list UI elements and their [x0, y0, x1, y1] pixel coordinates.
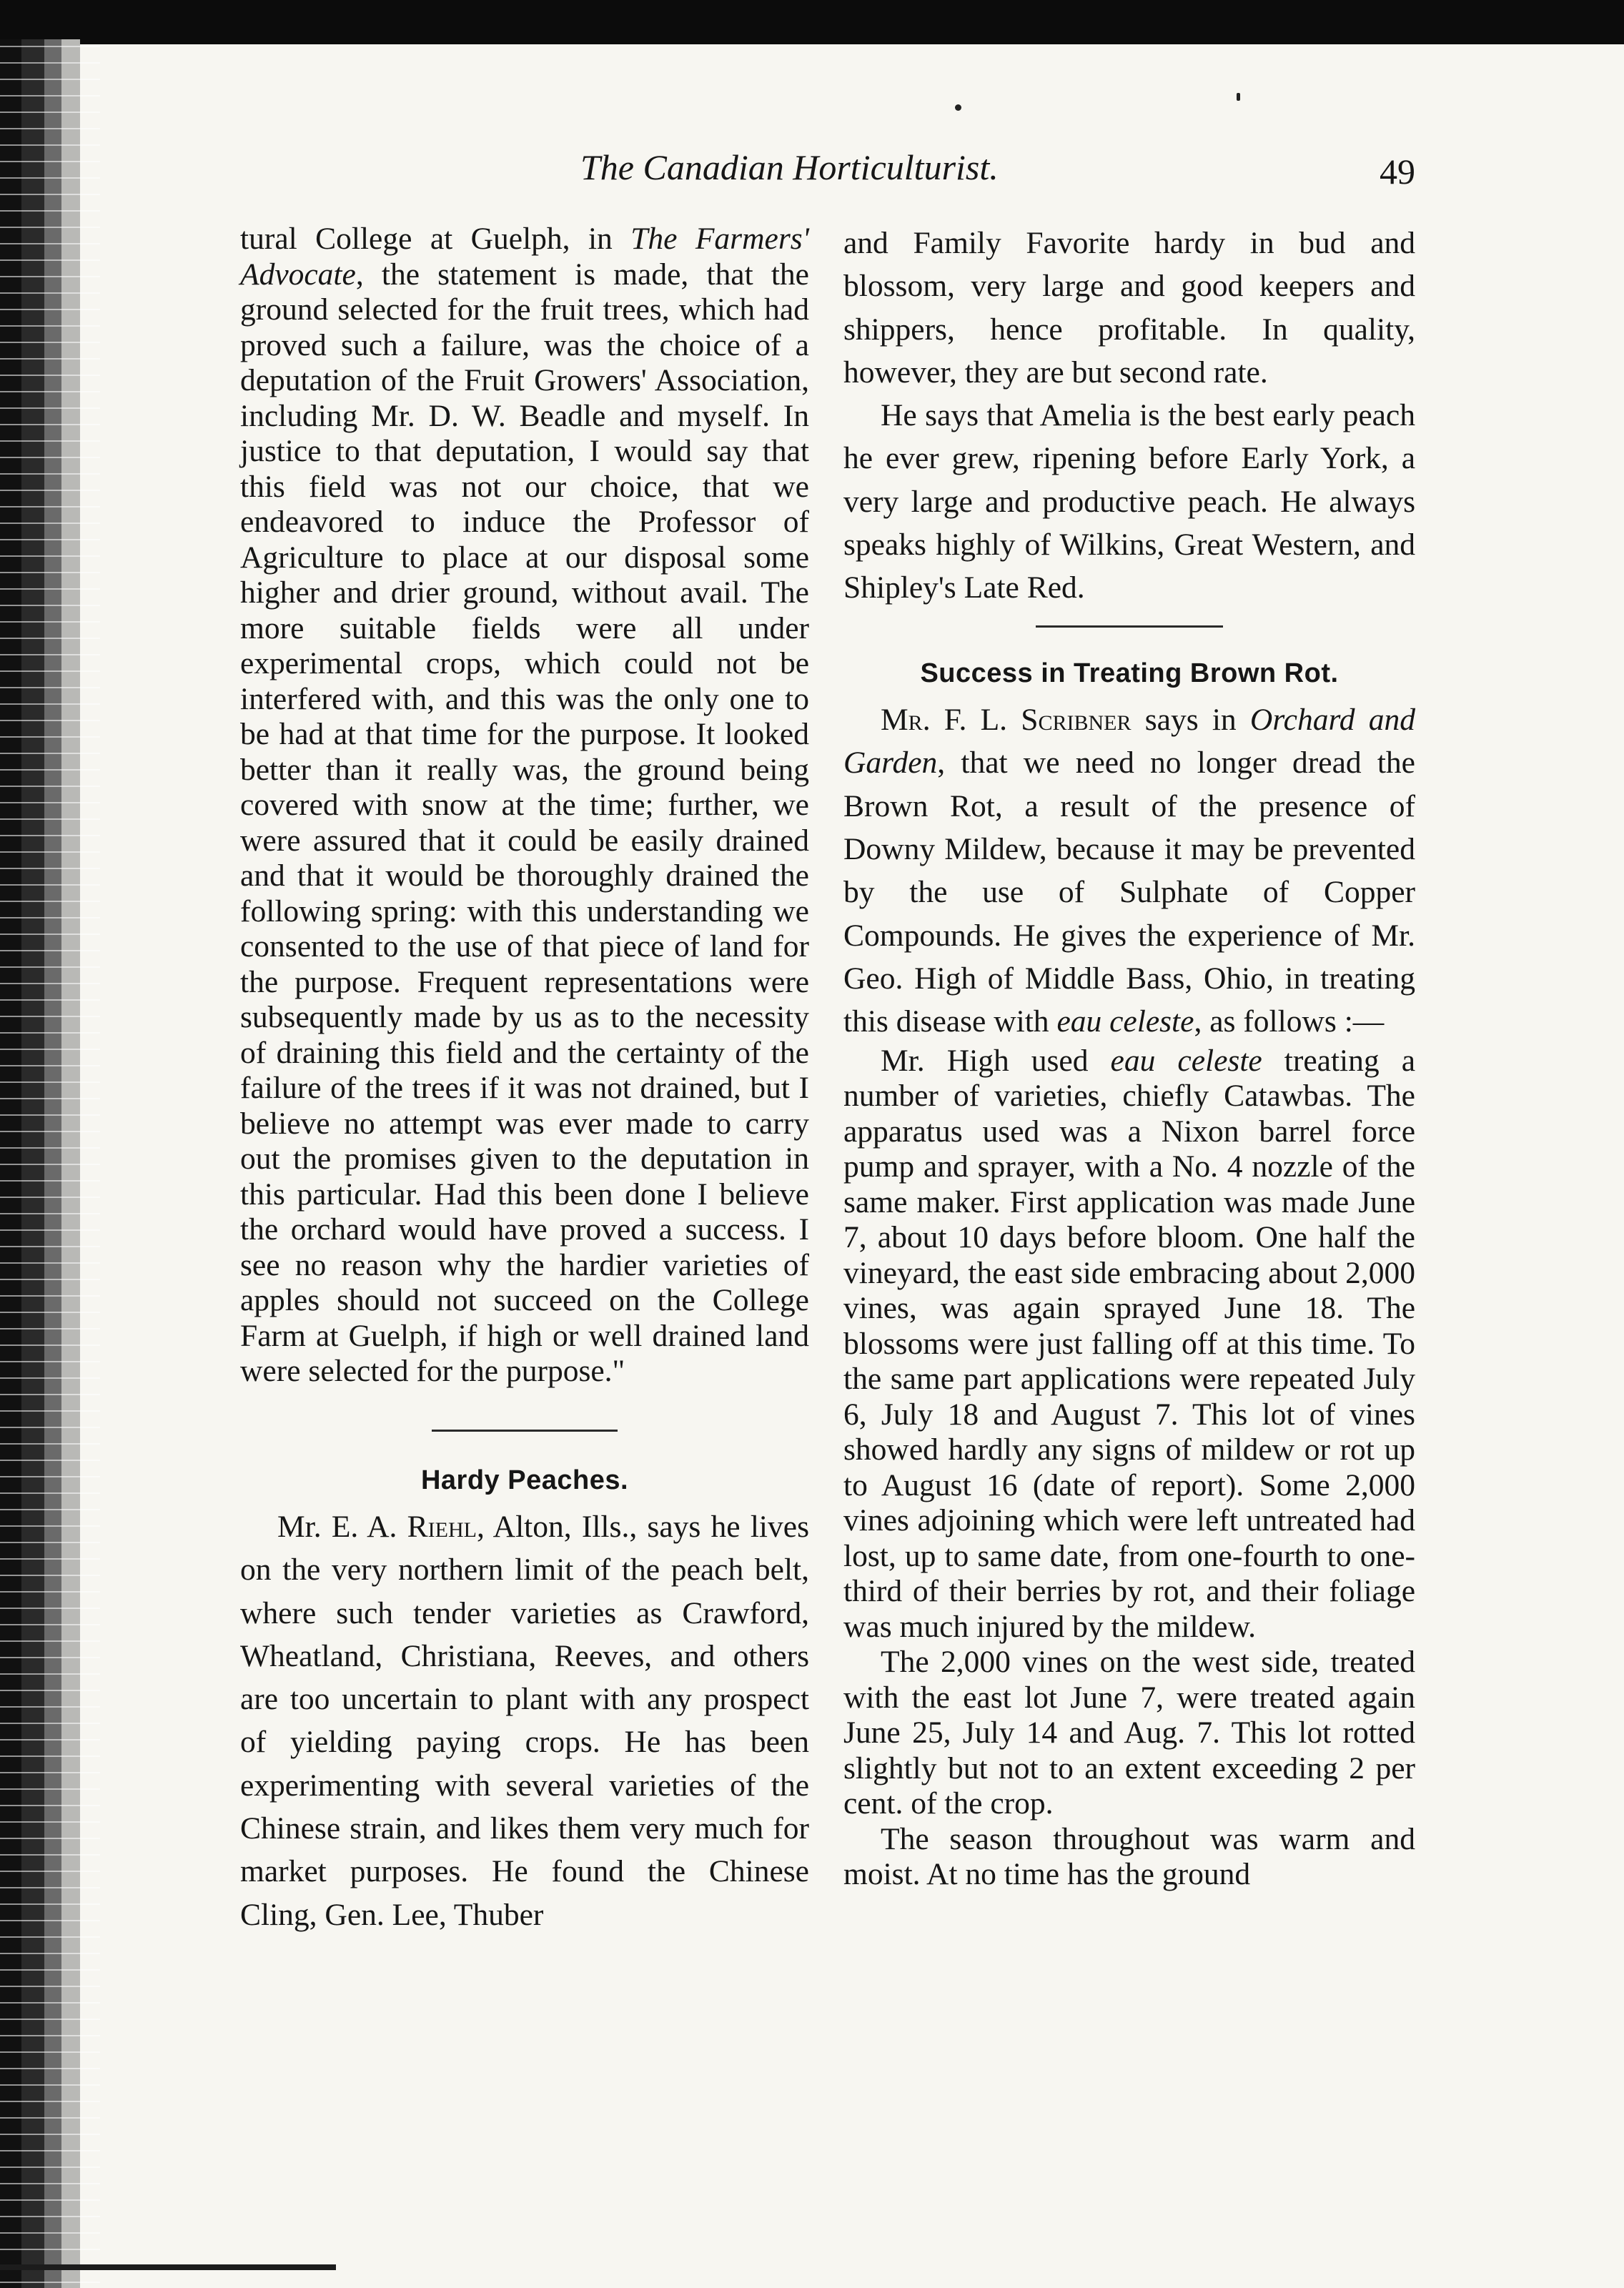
scan-speck [955, 104, 961, 111]
italic-text-run: eau celeste [1110, 1043, 1262, 1078]
text-run: , that we need no longer dread the Brown Rot, a result of the presence of Downy Mildew, because it may be prevented by the use of Sulphate of Copper Compounds. He gives the experience of Mr. Geo. High of Middle Bass, Ohio, in treating this disease with [843, 746, 1415, 1039]
text-run: The 2,000 vines on the west side, treated with the east lot June 7, were treated again June 25, July 14 and Aug. 7. This lot rotted slightly but not to an extent exceeding 2 per cent. of the crop. [843, 1645, 1415, 1821]
right-column [843, 222, 1415, 1893]
smallcaps-text-run: Mr. F. L. Scribner [881, 703, 1132, 738]
smallcaps-text-run: Riehl [407, 1510, 477, 1544]
text-run: Mr. High used [881, 1043, 1111, 1078]
text-run: and Family Favorite hardy in bud and blossom, very large and good keepers and shippers, hence profitable. In quality, however, they are but second rate. [843, 226, 1415, 390]
top-border-rule [0, 0, 1624, 44]
article-paragraph [843, 1044, 1415, 1645]
article-paragraph [843, 1645, 1415, 1822]
article-paragraph [240, 1505, 809, 1936]
text-run: , the statement is made, that the ground selected for the fruit trees, which had proved such a failure, was the choice of a deputation of the Fruit Growers' Association, including Mr. D. W. Beadle and myself. In justice to that deputation, I would say that this field was not our choice, that we endeavored to induce the Professor of Agriculture to place at our disposal some higher and drier ground, without avail. The more suitable fields were all under experimental crops, which could not be interfered with, and this was the only one to be had at that time for the purpose. It looked better than it really was, the ground being covered with snow at the time; further, we were assured that it could be easily drained and that it would be thoroughly drained the following spring: with this understanding we consented to the use of that piece of land for the purpose. Frequent representations were subsequently made by us as to the necessity of draining this field and the certainty of the failure of the trees if it was not drained, but I believe no attempt was ever made to carry out the promises given to the deputation in this particular. Had this been done I believe the orchard would have proved a success. I see no reason why the hardier varieties of apples should not succeed on the College Farm at Guelph, if high or well drained land were selected for the purpose." [240, 257, 809, 1388]
section-heading-brown-rot: Success in Treating Brown Rot. [920, 658, 1339, 688]
text-run: He says that Amelia is the best early peach he ever grew, ripening before Early York, a very large and productive peach. He always speaks highly of Wilkins, Great Western, and Shipley's Late Red. [843, 398, 1415, 605]
italic-text-run: The Farmers' Advocate [240, 222, 809, 292]
journal-title: The Canadian Horticulturist. [580, 147, 999, 187]
text-run: tural College at Guelph, in [240, 222, 631, 256]
article-paragraph [843, 698, 1415, 1043]
scan-speck [1237, 93, 1240, 101]
section-separator [1036, 625, 1223, 628]
article-paragraph [843, 394, 1415, 609]
article-paragraph [843, 1822, 1415, 1893]
text-run: The season throughout was warm and moist. At no time has the ground [843, 1821, 1415, 1892]
text-run: Mr. E. A. [277, 1510, 407, 1544]
article-paragraph [843, 222, 1415, 394]
bottom-border-rule [0, 2264, 336, 2270]
italic-text-run: eau celeste [1056, 1004, 1194, 1039]
article-paragraph [240, 222, 809, 1390]
section-heading-hardy-peaches: Hardy Peaches. [420, 1465, 629, 1495]
italic-text-run: Orchard and Garden [843, 703, 1415, 781]
text-run: treating a number of varieties, chiefly Catawbas. The apparatus used was a Nixon barrel force pump and sprayer, with a No. 4 nozzle of the same maker. First application was made June 7, about 10 days before bloom. One half the vineyard, the east side embracing about 2,000 vines, was again sprayed June 18. The blossoms were just falling off at this time. To the same part applications were repeated July 6, July 18 and August 7. This lot of vines showed hardly any signs of mildew or rot up to August 16 (date of report). Some 2,000 vines adjoining which were left untreated had lost, up to same date, from one-fourth to one-third of their berries by rot, and their foliage was much injured by the mildew. [843, 1043, 1416, 1644]
text-run: says in [1131, 703, 1250, 738]
scanned-binding-edge [0, 39, 100, 2288]
text-run: , Alton, Ills., says he lives on the very northern limit of the peach belt, where such tender varieties as Crawford, Wheatland, Christiana, Reeves, and others are too uncertain to plant with any prospect of yielding paying crops. He has been experimenting with several varieties of the Chinese strain, and likes them very much for market purposes. He found the Chinese Cling, Gen. Lee, Thuber [240, 1510, 809, 1932]
page-number: 49 [1380, 152, 1415, 192]
section-separator [432, 1430, 618, 1432]
text-run: , as follows :— [1194, 1004, 1385, 1039]
running-header [0, 147, 1624, 204]
left-column [240, 222, 809, 1936]
